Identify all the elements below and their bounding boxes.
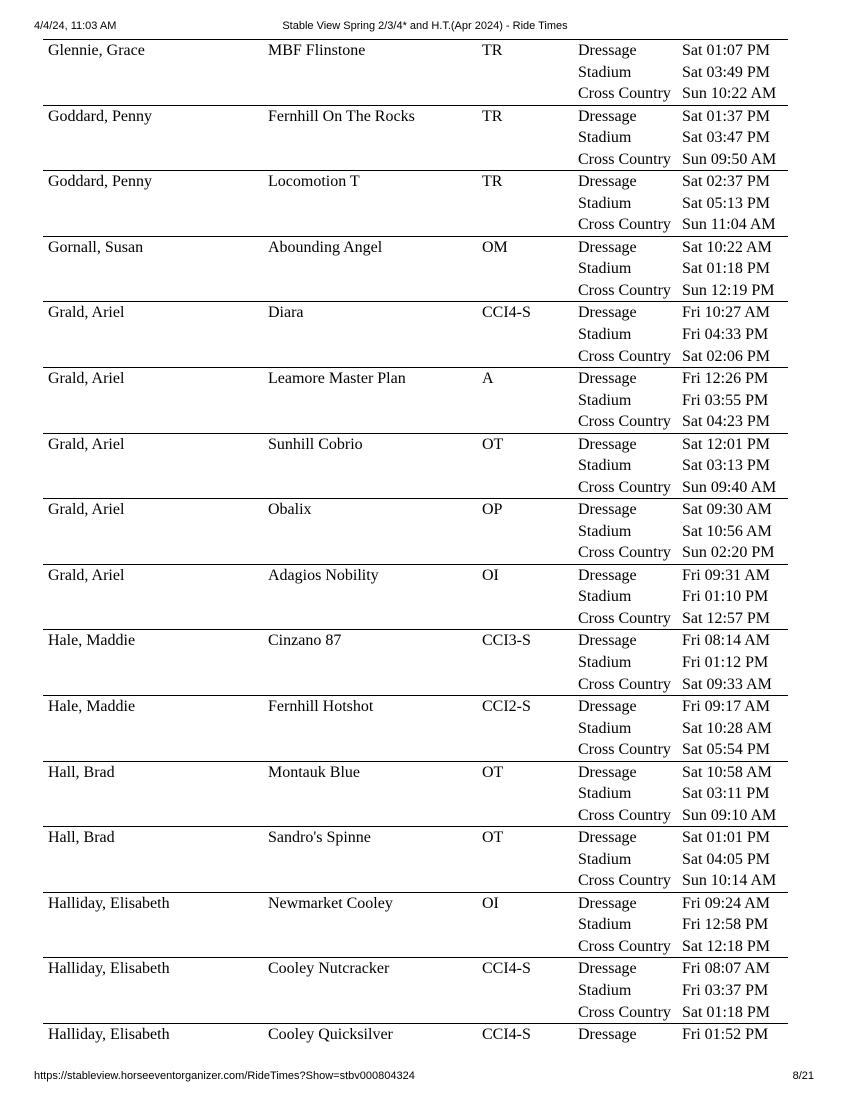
- phase-label-dressage: Dressage: [578, 763, 637, 781]
- phase-label-dressage: Dressage: [578, 42, 637, 59]
- division-code: CCI4-S: [482, 960, 531, 978]
- phase-times: [682, 40, 776, 105]
- rider-name: Halliday, Elisabeth: [48, 960, 170, 978]
- ride-time-cross-country: Sat 02:06 PM: [682, 347, 771, 365]
- phase-label-dressage: Dressage: [578, 369, 637, 387]
- phase-labels: [578, 762, 671, 827]
- rider-name: Goddard, Penny: [48, 173, 152, 191]
- ride-time-stadium: Fri 03:37 PM: [682, 981, 769, 999]
- ride-time-stadium: Sat 03:49 PM: [682, 63, 771, 81]
- phase-label-cross-country: Cross Country: [578, 544, 671, 562]
- ride-time-cross-country: Sat 12:18 PM: [682, 937, 771, 955]
- ride-time-cross-country: Sun 09:40 AM: [682, 478, 777, 496]
- phase-times: [682, 106, 776, 171]
- phase-label-cross-country: Cross Country: [578, 675, 671, 693]
- phase-labels: [578, 368, 671, 433]
- division-code: CCI4-S: [482, 1025, 531, 1043]
- phase-labels: [578, 499, 671, 564]
- table-row: [43, 367, 788, 433]
- ride-time-cross-country: Sun 09:10 AM: [682, 806, 777, 824]
- ride-time-dressage: Fri 09:31 AM: [682, 566, 771, 584]
- phase-label-stadium: Stadium: [578, 260, 632, 278]
- phase-label-cross-country: Cross Country: [578, 1003, 671, 1021]
- division-code: OI: [482, 566, 499, 584]
- division-code: OT: [482, 829, 504, 847]
- rider-name: Glennie, Grace: [48, 42, 145, 59]
- phase-label-cross-country: Cross Country: [578, 937, 671, 955]
- phase-label-cross-country: Cross Country: [578, 150, 671, 168]
- ride-time-stadium: Fri 12:58 PM: [682, 916, 769, 934]
- ride-time-dressage: Fri 08:07 AM: [682, 960, 771, 978]
- ride-time-dressage: Sat 01:07 PM: [682, 42, 771, 59]
- rider-name: Grald, Ariel: [48, 501, 125, 519]
- phase-label-stadium: Stadium: [578, 719, 632, 737]
- print-datetime: 4/4/24, 11:03 AM: [34, 20, 117, 32]
- ride-time-stadium: Sat 03:13 PM: [682, 457, 771, 475]
- horse-name: Fernhill On The Rocks: [268, 107, 415, 125]
- phase-label-cross-country: Cross Country: [578, 281, 671, 299]
- phase-label-stadium: Stadium: [578, 194, 632, 212]
- phase-labels: [578, 565, 671, 630]
- phase-label-cross-country: Cross Country: [578, 347, 671, 365]
- phase-labels: [578, 106, 671, 171]
- phase-times: [682, 302, 770, 367]
- phase-times: [682, 237, 774, 302]
- ride-time-stadium: Fri 03:55 PM: [682, 391, 769, 409]
- division-code: CCI2-S: [482, 697, 531, 715]
- ride-time-cross-country: Sat 01:18 PM: [682, 1003, 771, 1021]
- ride-time-cross-country: Sun 10:22 AM: [682, 85, 777, 103]
- division-code: TR: [482, 107, 503, 125]
- horse-name: Newmarket Cooley: [268, 894, 393, 912]
- horse-name: MBF Flinstone: [268, 42, 366, 59]
- rider-name: Halliday, Elisabeth: [48, 894, 170, 912]
- ride-time-dressage: Sat 10:22 AM: [682, 238, 772, 256]
- division-code: OI: [482, 894, 499, 912]
- division-code: OM: [482, 238, 508, 256]
- table-row: [43, 826, 788, 892]
- division-code: CCI4-S: [482, 304, 531, 322]
- phase-label-cross-country: Cross Country: [578, 741, 671, 759]
- ride-time-stadium: Sat 05:13 PM: [682, 194, 771, 212]
- phase-label-dressage: Dressage: [578, 1025, 637, 1043]
- phase-label-cross-country: Cross Country: [578, 872, 671, 890]
- horse-name: Cooley Nutcracker: [268, 960, 390, 978]
- phase-label-stadium: Stadium: [578, 325, 632, 343]
- phase-label-stadium: Stadium: [578, 588, 632, 606]
- horse-name: Sandro's Spinne: [268, 829, 371, 847]
- phase-label-cross-country: Cross Country: [578, 413, 671, 431]
- phase-labels: [578, 630, 671, 695]
- phase-labels: [578, 434, 671, 499]
- ride-time-cross-country: Sat 04:23 PM: [682, 413, 771, 431]
- ride-time-dressage: Fri 08:14 AM: [682, 632, 771, 650]
- page-url: https://stableview.horseeventorganizer.com/RideTimes?Show=stbv000804324: [34, 1070, 415, 1082]
- horse-name: Montauk Blue: [268, 763, 360, 781]
- ride-time-dressage: Sat 01:01 PM: [682, 829, 771, 847]
- division-code: CCI3-S: [482, 632, 531, 650]
- table-row: [43, 695, 788, 761]
- rider-name: Hale, Maddie: [48, 697, 136, 715]
- phase-label-dressage: Dressage: [578, 435, 637, 453]
- ride-time-cross-country: Sat 05:54 PM: [682, 741, 771, 759]
- phase-label-dressage: Dressage: [578, 894, 637, 912]
- phase-label-dressage: Dressage: [578, 960, 637, 978]
- ride-time-stadium: Fri 01:12 PM: [682, 653, 769, 671]
- table-row: [43, 301, 788, 367]
- phase-label-dressage: Dressage: [578, 107, 637, 125]
- ride-time-cross-country: Sat 09:33 AM: [682, 675, 772, 693]
- table-row: [43, 170, 788, 236]
- phase-label-stadium: Stadium: [578, 457, 632, 475]
- division-code: TR: [482, 42, 503, 59]
- ride-time-cross-country: Sat 12:57 PM: [682, 609, 771, 627]
- division-code: OP: [482, 501, 503, 519]
- ride-time-stadium: Sat 03:47 PM: [682, 129, 771, 147]
- phase-label-cross-country: Cross Country: [578, 806, 671, 824]
- phase-label-dressage: Dressage: [578, 501, 637, 519]
- phase-label-stadium: Stadium: [578, 63, 632, 81]
- horse-name: Locomotion T: [268, 173, 360, 191]
- phase-label-cross-country: Cross Country: [578, 216, 671, 234]
- ride-time-stadium: Sat 10:56 AM: [682, 522, 772, 540]
- phase-label-stadium: Stadium: [578, 522, 632, 540]
- phase-label-dressage: Dressage: [578, 697, 637, 715]
- table-row: [43, 39, 788, 105]
- ride-time-cross-country: Sun 10:14 AM: [682, 872, 777, 890]
- ride-time-dressage: Sat 12:01 PM: [682, 435, 771, 453]
- phase-label-dressage: Dressage: [578, 632, 637, 650]
- phase-label-dressage: Dressage: [578, 566, 637, 584]
- rider-name: Grald, Ariel: [48, 304, 125, 322]
- phase-label-cross-country: Cross Country: [578, 478, 671, 496]
- table-row: [43, 236, 788, 302]
- page-title: Stable View Spring 2/3/4* and H.T.(Apr 2024) - Ride Times: [282, 20, 568, 32]
- horse-name: Fernhill Hotshot: [268, 697, 374, 715]
- ride-time-stadium: Sat 03:11 PM: [682, 785, 770, 803]
- division-code: A: [482, 369, 494, 387]
- horse-name: Obalix: [268, 501, 312, 519]
- phase-labels: [578, 893, 671, 958]
- ride-time-dressage: Sat 10:58 AM: [682, 763, 772, 781]
- phase-labels: [578, 171, 671, 236]
- phase-label-dressage: Dressage: [578, 173, 637, 191]
- phase-label-stadium: Stadium: [578, 981, 632, 999]
- ride-times-table: [43, 39, 788, 1089]
- phase-label-stadium: Stadium: [578, 653, 632, 671]
- ride-time-cross-country: Sun 12:19 PM: [682, 281, 775, 299]
- rider-name: Hall, Brad: [48, 763, 115, 781]
- division-code: OT: [482, 763, 504, 781]
- phase-labels: [578, 696, 671, 761]
- table-row: [43, 892, 788, 958]
- ride-time-cross-country: Sun 11:04 AM: [682, 216, 776, 234]
- phase-labels: [578, 302, 671, 367]
- table-row: [43, 105, 788, 171]
- ride-time-dressage: Fri 12:26 PM: [682, 369, 769, 387]
- phase-labels: [578, 958, 671, 1023]
- horse-name: Sunhill Cobrio: [268, 435, 363, 453]
- rider-name: Grald, Ariel: [48, 566, 125, 584]
- phase-labels: [578, 237, 671, 302]
- phase-label-dressage: Dressage: [578, 304, 637, 322]
- horse-name: Diara: [268, 304, 304, 322]
- phase-label-cross-country: Cross Country: [578, 85, 671, 103]
- phase-times: [682, 499, 774, 564]
- ride-time-stadium: Sat 10:28 AM: [682, 719, 772, 737]
- table-row: [43, 629, 788, 695]
- phase-times: [682, 434, 776, 499]
- ride-time-dressage: Fri 10:27 AM: [682, 304, 771, 322]
- phase-label-dressage: Dressage: [578, 238, 637, 256]
- table-row: [43, 564, 788, 630]
- table-row: [43, 957, 788, 1023]
- horse-name: Cooley Quicksilver: [268, 1025, 393, 1043]
- page-number: 8/21: [792, 1070, 814, 1082]
- phase-labels: [578, 827, 671, 892]
- ride-time-stadium: Sat 04:05 PM: [682, 850, 771, 868]
- phase-times: [682, 630, 772, 695]
- ride-time-cross-country: Sun 09:50 AM: [682, 150, 777, 168]
- rider-name: Halliday, Elisabeth: [48, 1025, 170, 1043]
- table-row: [43, 433, 788, 499]
- horse-name: Abounding Angel: [268, 238, 383, 256]
- rider-name: Hale, Maddie: [48, 632, 136, 650]
- phase-label-cross-country: Cross Country: [578, 609, 671, 627]
- rider-name: Hall, Brad: [48, 829, 115, 847]
- phase-label-stadium: Stadium: [578, 850, 632, 868]
- phase-times: [682, 368, 770, 433]
- table-row: [43, 498, 788, 564]
- division-code: TR: [482, 173, 503, 191]
- phase-times: [682, 565, 770, 630]
- ride-time-stadium: Fri 01:10 PM: [682, 588, 769, 606]
- ride-time-cross-country: Sun 02:20 PM: [682, 544, 775, 562]
- table-row: [43, 761, 788, 827]
- phase-times: [682, 762, 776, 827]
- ride-time-dressage: Sat 01:37 PM: [682, 107, 771, 125]
- phase-labels: [578, 40, 671, 105]
- rider-name: Goddard, Penny: [48, 107, 152, 125]
- ride-time-dressage: Sat 09:30 AM: [682, 501, 772, 519]
- horse-name: Adagios Nobility: [268, 566, 379, 584]
- rider-name: Gornall, Susan: [48, 238, 144, 256]
- horse-name: Cinzano 87: [268, 632, 342, 650]
- phase-labels: [578, 1024, 637, 1046]
- phase-times: [682, 893, 770, 958]
- ride-time-stadium: Sat 01:18 PM: [682, 260, 771, 278]
- print-header: [0, 0, 850, 38]
- ride-time-stadium: Fri 04:33 PM: [682, 325, 769, 343]
- rider-name: Grald, Ariel: [48, 369, 125, 387]
- ride-time-dressage: Fri 09:17 AM: [682, 697, 771, 715]
- phase-times: [682, 696, 772, 761]
- division-code: OT: [482, 435, 504, 453]
- ride-time-dressage: Fri 01:52 PM: [682, 1025, 769, 1043]
- ride-time-dressage: Fri 09:24 AM: [682, 894, 771, 912]
- phase-label-dressage: Dressage: [578, 829, 637, 847]
- phase-times: [682, 171, 776, 236]
- ride-time-dressage: Sat 02:37 PM: [682, 173, 771, 191]
- phase-times: [682, 1024, 768, 1046]
- horse-name: Leamore Master Plan: [268, 369, 406, 387]
- rider-name: Grald, Ariel: [48, 435, 125, 453]
- phase-label-stadium: Stadium: [578, 916, 632, 934]
- phase-label-stadium: Stadium: [578, 785, 632, 803]
- phase-label-stadium: Stadium: [578, 129, 632, 147]
- phase-times: [682, 827, 776, 892]
- phase-label-stadium: Stadium: [578, 391, 632, 409]
- phase-times: [682, 958, 770, 1023]
- print-footer: [0, 1066, 850, 1086]
